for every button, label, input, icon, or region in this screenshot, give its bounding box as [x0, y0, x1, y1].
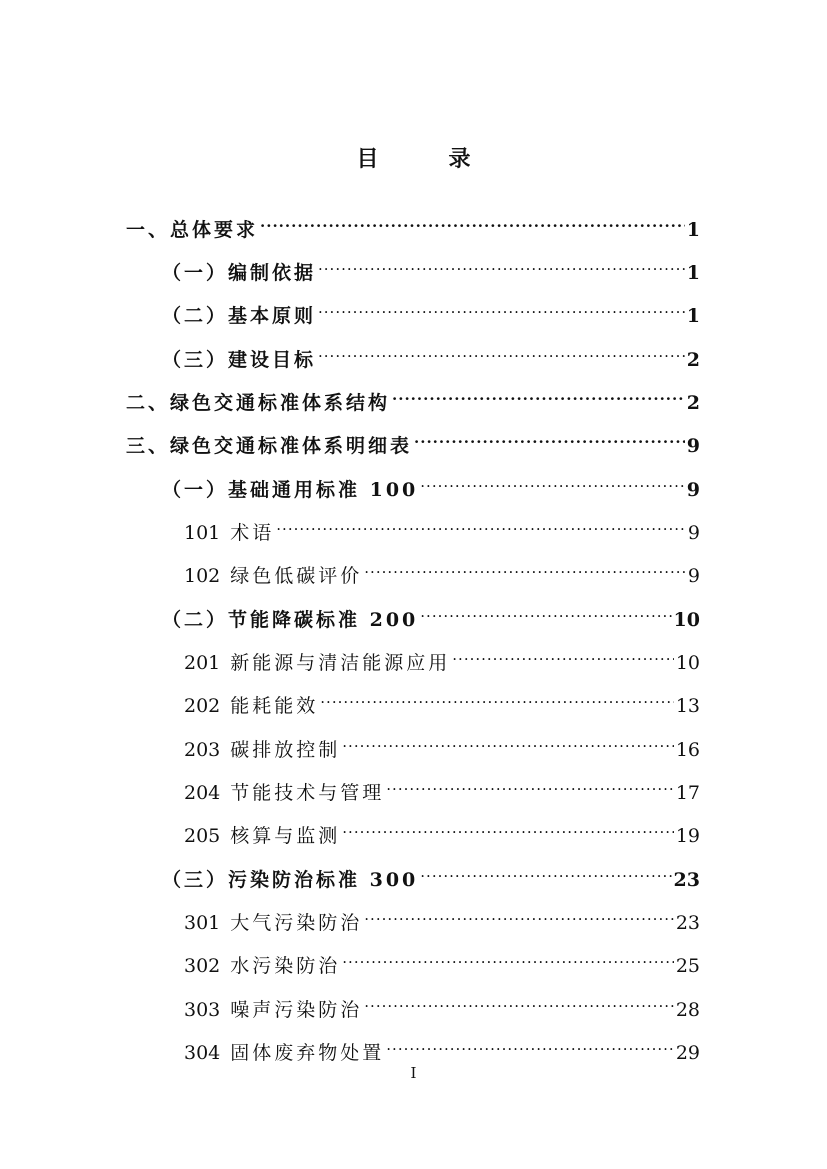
- toc-entry-label: 新能源与清洁能源应用: [230, 652, 451, 674]
- toc-entry-label: 大气污染防治: [230, 912, 363, 934]
- toc-entry[interactable]: [184, 509, 700, 544]
- toc-entry[interactable]: [162, 249, 700, 284]
- toc-entry-label: 术语: [230, 522, 275, 544]
- toc-leader: [318, 336, 685, 366]
- toc-entry-number: 205: [184, 825, 221, 847]
- toc-entry-page: 16: [675, 739, 700, 761]
- toc-entry[interactable]: [162, 466, 700, 501]
- page-title: 目 录: [356, 146, 495, 172]
- toc-entry-label: （三）污染防治标准 300: [162, 869, 419, 891]
- toc-entry[interactable]: [126, 379, 700, 414]
- toc-leader: [420, 596, 671, 626]
- toc-entry[interactable]: [184, 1029, 700, 1064]
- toc-entry-page: 2: [686, 349, 700, 371]
- toc-entry-label: 二、绿色交通标准体系结构: [126, 392, 391, 414]
- toc-entry[interactable]: [126, 422, 700, 457]
- toc-entry-number: 101: [184, 522, 221, 544]
- toc-entry-label: 节能技术与管理: [230, 782, 385, 804]
- toc-entry-page: 17: [675, 782, 700, 804]
- toc-leader: [320, 682, 674, 712]
- toc-entry-label: 一、总体要求: [126, 219, 259, 241]
- toc-entry-page: 23: [673, 869, 700, 891]
- toc-entry-page: 1: [686, 219, 700, 241]
- toc-entry-number: 203: [184, 739, 221, 761]
- toc-entry[interactable]: [184, 986, 700, 1021]
- toc-leader: [420, 856, 671, 886]
- toc-entry-page: 10: [675, 652, 700, 674]
- toc-entry-label: 三、绿色交通标准体系明细表: [126, 435, 413, 457]
- toc-entry-number: 303: [184, 999, 221, 1021]
- toc-entry[interactable]: [126, 206, 700, 241]
- toc-entry-page: 13: [675, 695, 700, 717]
- toc-entry-number: 201: [184, 652, 221, 674]
- toc-entry[interactable]: [184, 639, 700, 674]
- toc-entry-label: 核算与监测: [230, 825, 341, 847]
- toc-leader: [318, 292, 685, 322]
- toc-entry-number: 204: [184, 782, 221, 804]
- toc-entry-label: 噪声污染防治: [230, 999, 363, 1021]
- toc-entry-number: 102: [184, 565, 221, 587]
- toc-entry-page: 29: [675, 1042, 700, 1064]
- toc-entry-page: 19: [675, 825, 700, 847]
- toc-entry-page: 9: [686, 435, 700, 457]
- toc-entry[interactable]: [184, 769, 700, 804]
- toc-entry-page: 9: [686, 479, 700, 501]
- toc-entry-label: 碳排放控制: [230, 739, 341, 761]
- toc-entry[interactable]: [162, 596, 700, 631]
- toc-entry-label: （二）基本原则: [162, 305, 317, 327]
- toc-entry-label: 固体废弃物处置: [230, 1042, 385, 1064]
- toc-leader: [452, 639, 674, 669]
- toc-entry-label: 绿色低碳评价: [230, 565, 363, 587]
- toc-entry-page: 9: [687, 565, 700, 587]
- toc-leader: [260, 206, 685, 236]
- toc-leader: [318, 249, 685, 279]
- toc-entry[interactable]: [162, 292, 700, 327]
- toc-entry[interactable]: [184, 682, 700, 717]
- toc-leader: [364, 552, 686, 582]
- toc-entry-label: （三）建设目标: [162, 349, 317, 371]
- toc-entry[interactable]: [184, 899, 700, 934]
- toc-leader: [364, 986, 674, 1016]
- toc-entry[interactable]: [184, 726, 700, 761]
- toc-leader: [364, 899, 674, 929]
- toc-leader: [420, 466, 684, 496]
- toc-entry-page: 1: [686, 305, 700, 327]
- toc-leader: [276, 509, 686, 539]
- toc-entry[interactable]: [184, 552, 700, 587]
- toc-entry-page: 28: [675, 999, 700, 1021]
- toc-leader: [414, 422, 685, 452]
- toc-entry-number: 304: [184, 1042, 221, 1064]
- toc-leader: [386, 769, 674, 799]
- toc-leader: [386, 1029, 674, 1059]
- toc-entry-page: 10: [673, 609, 700, 631]
- toc-entry-page: 9: [687, 522, 700, 544]
- toc-entry-page: 1: [686, 262, 700, 284]
- toc-entry-page: 2: [686, 392, 700, 414]
- toc-entry[interactable]: [162, 856, 700, 891]
- toc-entry-number: 301: [184, 912, 221, 934]
- toc-leader: [392, 379, 685, 409]
- toc-entry[interactable]: [184, 942, 700, 977]
- page-number: I: [410, 1064, 417, 1082]
- toc-entry-label: （一）基础通用标准 100: [162, 479, 419, 501]
- toc-entry-label: （二）节能降碳标准 200: [162, 609, 419, 631]
- toc-entry[interactable]: [184, 812, 700, 847]
- toc-leader: [342, 726, 674, 756]
- toc-entry-number: 302: [184, 955, 221, 977]
- toc-leader: [342, 942, 674, 972]
- toc-entry-label: （一）编制依据: [162, 262, 317, 284]
- toc-entry-page: 23: [675, 912, 700, 934]
- toc-entry-label: 能耗能效: [230, 695, 319, 717]
- toc-entry-page: 25: [675, 955, 700, 977]
- toc-entry[interactable]: [162, 336, 700, 371]
- toc-leader: [342, 812, 674, 842]
- toc-entry-label: 水污染防治: [230, 955, 341, 977]
- toc-entry-number: 202: [184, 695, 221, 717]
